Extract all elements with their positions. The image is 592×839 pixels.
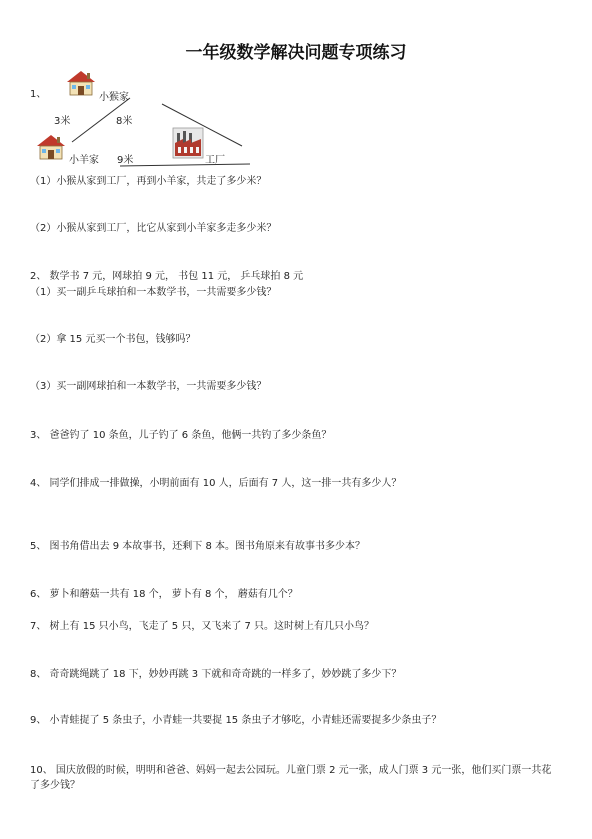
question-1-part-1: （1）小猴从家到工厂，再到小羊家，共走了多少米？	[30, 176, 267, 187]
question-10-line-1: 10、 国庆放假的时候，明明和爸爸、妈妈一起去公园玩。儿童门票 2 元一张，成人门票 3 元一张，他们买门票一共花	[30, 765, 552, 776]
line-sheep-to-factory	[120, 164, 250, 166]
question-2-stem: 2、 数学书 7 元，网球拍 9 元， 书包 11 元， 乒乓球拍 8 元	[30, 271, 304, 282]
question-7: 7、 树上有 15 只小鸟，飞走了 5 只，又飞来了 7 只。这时树上有几只小鸟？	[30, 621, 375, 632]
monkey-house-icon	[66, 70, 96, 99]
sheep-home-label: 小羊家	[69, 155, 99, 166]
distance-monkey-factory: 8米	[116, 116, 133, 127]
question-3: 3、 爸爸钓了 10 条鱼，儿子钓了 6 条鱼，他俩一共钓了多少条鱼？	[30, 430, 332, 441]
distance-sheep-factory: 9米	[117, 155, 134, 166]
question-4: 4、 同学们排成一排做操，小明前面有 10 人，后面有 7 人，这一排一共有多少人？	[30, 478, 402, 489]
factory-label: 工厂	[205, 155, 225, 166]
sheep-house-icon	[36, 134, 66, 163]
question-2-part-3: （3）买一副网球拍和一本数学书，一共需要多少钱？	[30, 381, 267, 392]
question-1-part-2: （2）小猴从家到工厂，比它从家到小羊家多走多少米？	[30, 223, 277, 234]
question-9: 9、 小青蛙捉了 5 条虫子，小青蛙一共要捉 15 条虫子才够吃，小青蛙还需要捉多少条虫子？	[30, 715, 442, 726]
factory-icon	[172, 127, 204, 162]
question-2-part-1: （1）买一副乒乓球拍和一本数学书，一共需要多少钱？	[30, 287, 277, 298]
question-5: 5、 图书角借出去 9 本故事书，还剩下 8 本。图书角原来有故事书多少本？	[30, 541, 365, 552]
question-2-part-2: （2）拿 15 元买一个书包，钱够吗？	[30, 334, 196, 345]
question-1-number: 1、	[30, 89, 47, 100]
question-6: 6、 萝卜和蘑菇一共有 18 个， 萝卜有 8 个， 蘑菇有几个？	[30, 589, 298, 600]
distance-monkey-sheep: 3米	[54, 116, 71, 127]
question-8: 8、 奇奇跳绳跳了 18 下，妙妙再跳 3 下就和奇奇跳的一样多了，妙妙跳了多少下？	[30, 669, 402, 680]
page-title: 一年级数学解决问题专项练习	[185, 43, 407, 63]
monkey-home-label: 小猴家	[99, 92, 129, 103]
question-10-line-2: 了多少钱？	[30, 780, 80, 791]
